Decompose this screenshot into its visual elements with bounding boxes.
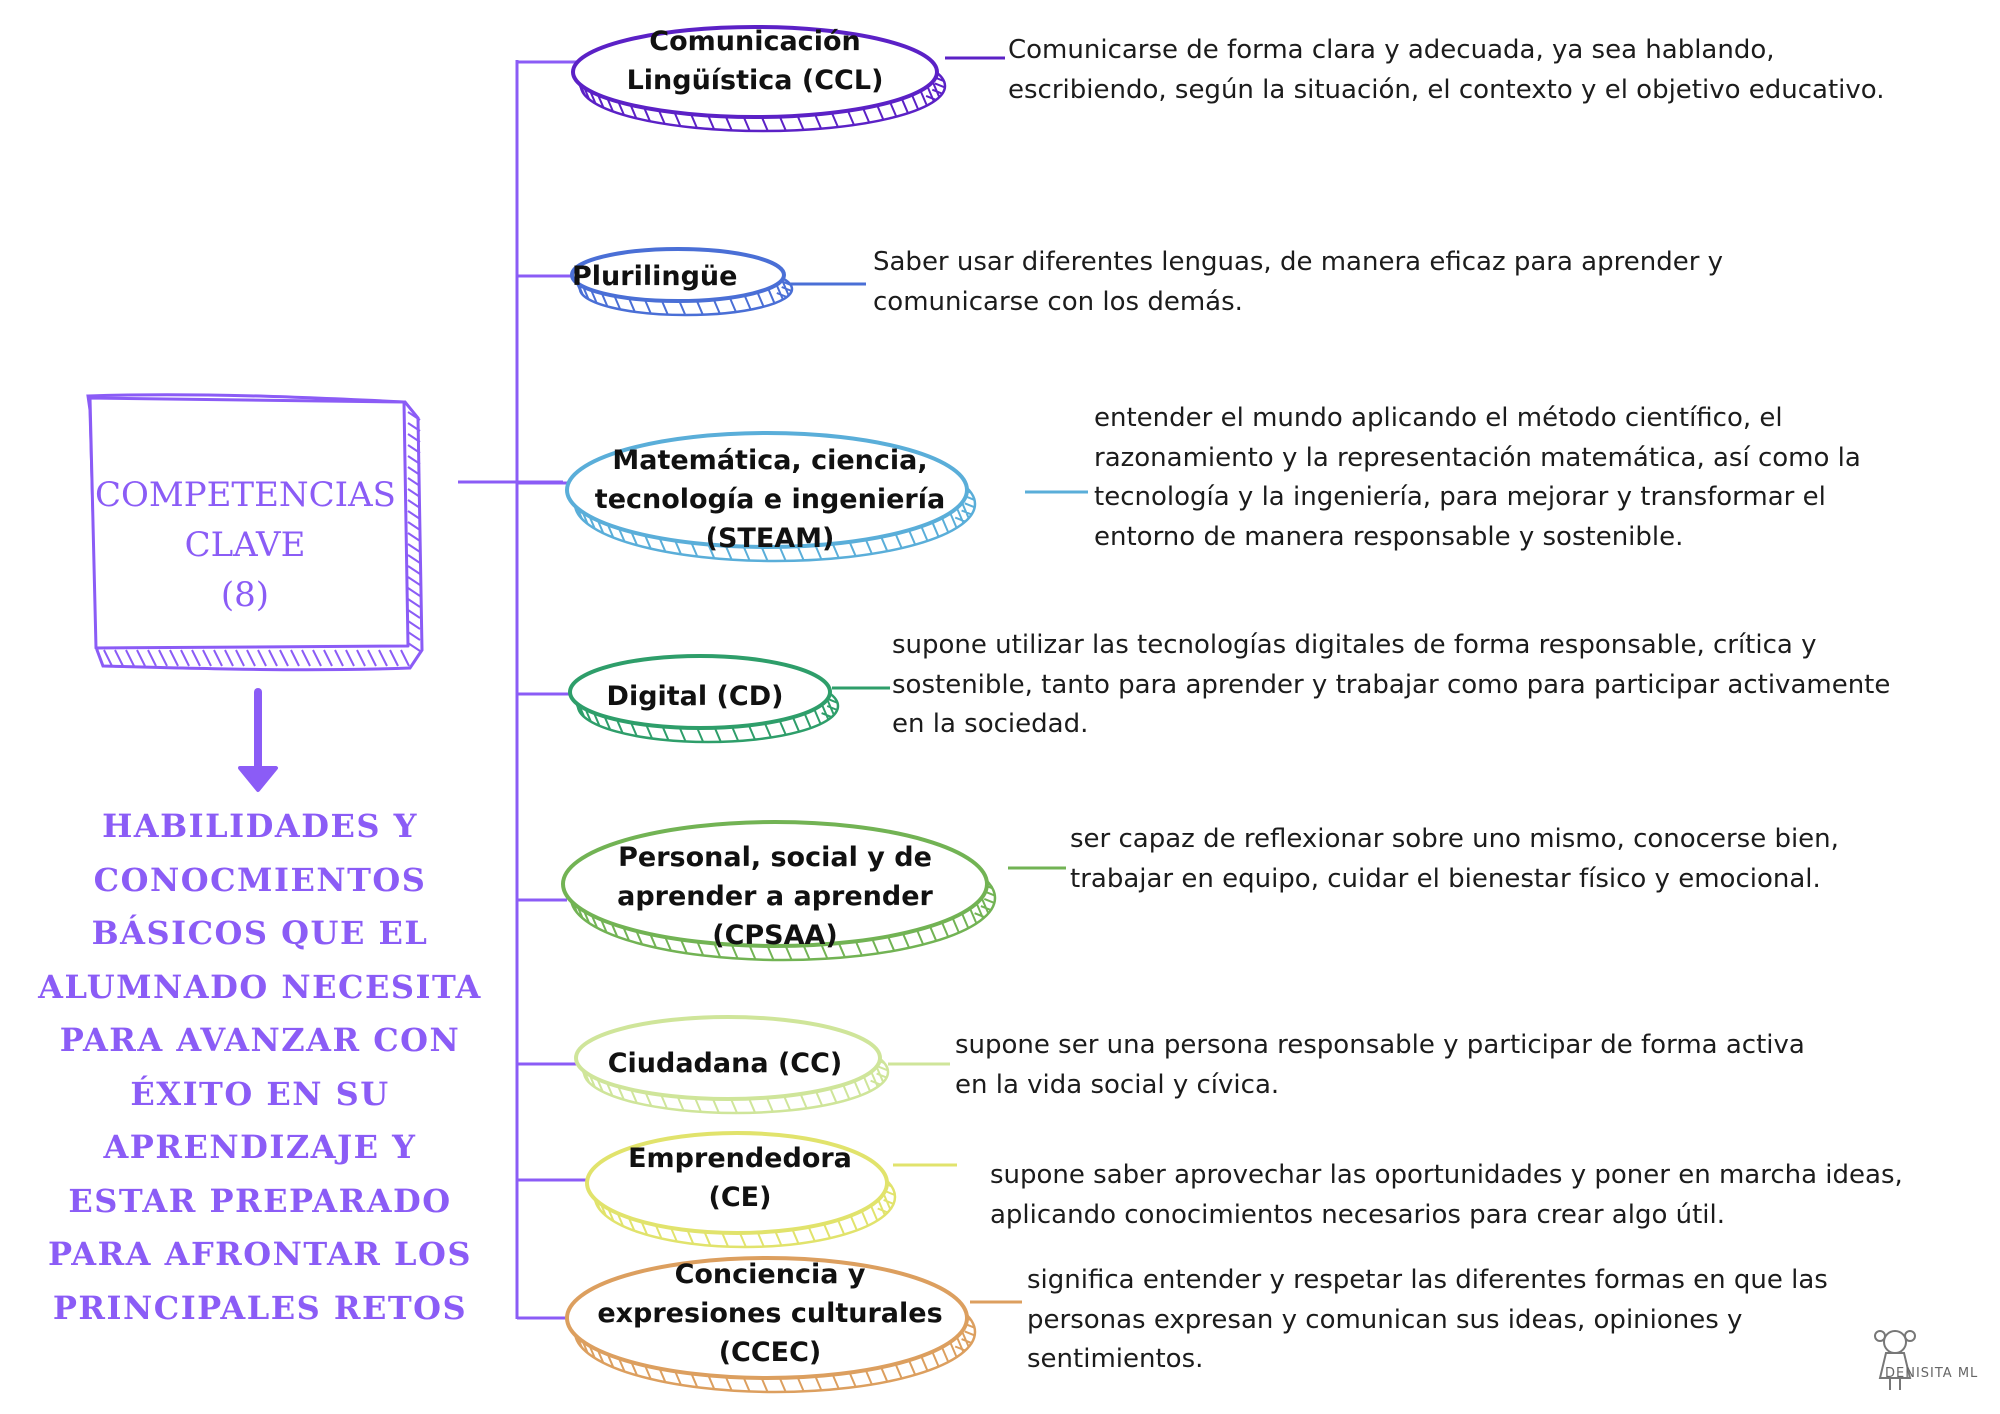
root-title-line: COMPETENCIAS [95,475,396,515]
description-line: Saber usar diferentes lenguas, de manera eficaz para aprender y [873,247,1724,277]
summary-line: HABILIDADES Y [102,807,418,845]
signature-text: DENISITA ML [1885,1366,1979,1381]
description-line: en la sociedad. [892,709,1089,739]
doodle-head [1884,1331,1906,1353]
node-label-line: Ciudadana (CC) [607,1048,843,1079]
node-label-cd [580,677,810,716]
node-label-cpsaa [580,838,970,955]
node-label-line: Emprendedora [628,1143,852,1174]
description-line: supone ser una persona responsable y participar de forma activa [955,1030,1805,1060]
node-label-line: aprender a aprender [617,881,933,912]
arrow-head [240,768,276,790]
description-ccec [1027,1261,1828,1380]
description-line: trabajar en equipo, cuidar el bienestar físico y emocional. [1070,863,1821,894]
summary-line: BÁSICOS QUE EL [91,914,429,952]
summary-line: PARA AVANZAR CON [59,1021,461,1059]
summary-line: PARA AFRONTAR LOS [48,1235,472,1273]
doodle-bun-right [1905,1331,1915,1341]
description-line: Comunicarse de forma clara y adecuada, ya sea hablando, [1008,35,1775,65]
description-cc [955,1026,1805,1105]
description-line: tecnología y la ingeniería, para mejorar y transformar el [1094,482,1826,512]
root-title-line: CLAVE [184,525,306,565]
node-label-ccl [570,22,940,100]
description-line: en la vida social y cívica. [955,1069,1280,1100]
description-line: personas expresan y comunican sus ideas, opiniones y [1027,1304,1743,1335]
node-label-plurilingue [572,257,772,296]
girl-doodle-icon [1875,1331,1915,1390]
description-ccl [1008,31,1885,110]
description-line: entender el mundo aplicando el método científico, el [1094,403,1783,433]
node-label-line: Lingüística (CCL) [626,65,884,96]
description-line: aplicando conocimientos necesarios para crear algo útil. [990,1199,1726,1230]
description-line: significa entender y respetar las diferentes formas en que las [1027,1265,1828,1295]
description-line: comunicarse con los demás. [873,286,1243,317]
root-title-line: (8) [220,575,270,615]
node-label-line: Digital (CD) [606,681,784,712]
description-line: escribiendo, según la situación, el contexto y el objetivo educativo. [1008,74,1885,105]
description-line: supone utilizar las tecnologías digitales de forma responsable, crítica y [892,630,1817,660]
description-line: sostenible, tanto para aprender y trabajar como para participar activamente [892,669,1891,700]
doodle-bun-left [1875,1331,1885,1341]
node-label-line: (CE) [708,1182,772,1213]
description-cpsaa [1070,820,1839,899]
summary-line: ESTAR PREPARADO [68,1181,452,1220]
node-label-line: (CPSAA) [712,920,838,951]
description-ce [990,1156,1903,1235]
summary-line: CONOCMIENTOS [93,860,427,899]
description-cd [892,626,1890,745]
description-plurilingue [873,243,1723,322]
node-label-steam [580,441,960,558]
description-line: ser capaz de reflexionar sobre uno mismo, conocerse bien, [1070,824,1839,854]
description-line: supone saber aprovechar las oportunidades y poner en marcha ideas, [990,1160,1903,1190]
summary-line: ÉXITO EN SU [130,1074,390,1113]
summary-line: PRINCIPALES RETOS [52,1288,468,1327]
node-label-line: (CCEC) [718,1337,822,1368]
summary-line: ALUMNADO NECESITA [38,967,482,1006]
node-label-line: Personal, social y de [618,842,932,873]
description-line: entorno de manera responsable y sostenible. [1094,521,1684,552]
summary-text [20,800,500,1335]
description-line: sentimientos. [1027,1344,1204,1374]
node-label-line: Matemática, ciencia, [612,445,928,476]
node-label-line: Plurilingüe [572,261,738,292]
node-label-line: Comunicación [649,26,861,57]
arrow-down-icon [240,692,276,790]
description-steam [1094,399,1861,557]
root-title [95,470,395,620]
node-label-line: tecnología e ingeniería [594,484,946,515]
node-label-ccec [580,1255,960,1372]
node-label-cc [590,1044,860,1083]
description-line: razonamiento y la representación matemática, así como la [1094,442,1861,473]
node-label-ce [600,1139,880,1217]
node-label-line: Conciencia y [674,1259,866,1290]
node-label-line: expresiones culturales [597,1298,943,1329]
node-label-line: (STEAM) [705,523,835,554]
summary-line: APRENDIZAJE Y [103,1128,417,1166]
